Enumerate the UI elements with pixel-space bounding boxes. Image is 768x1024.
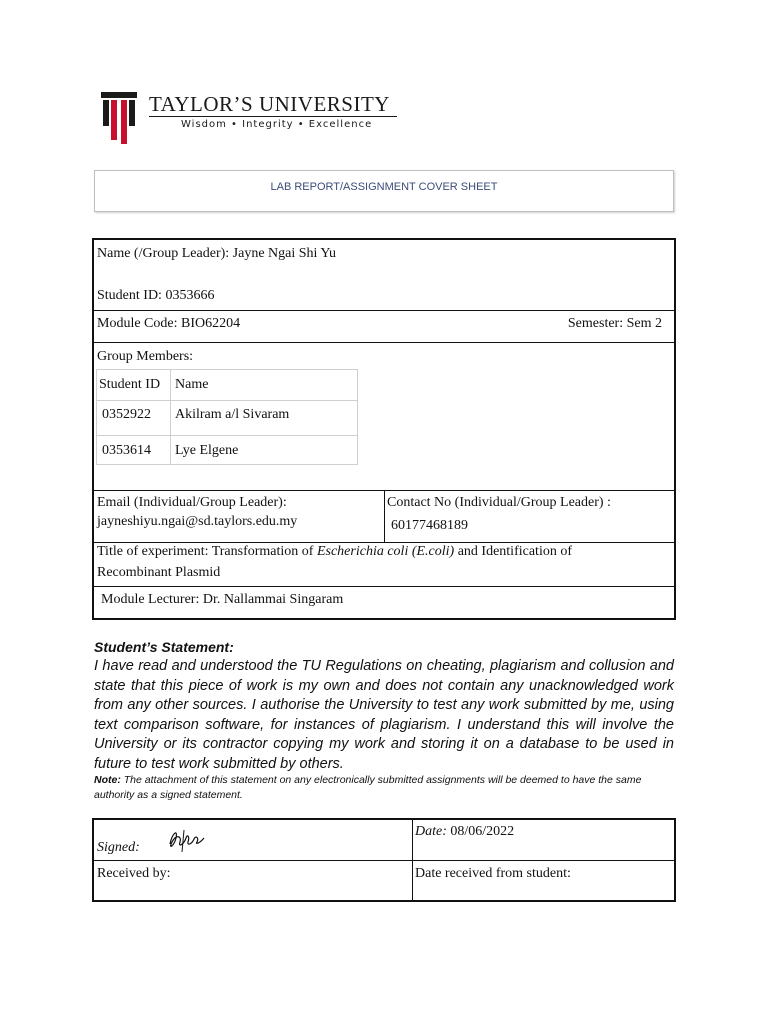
logo-divider (149, 116, 397, 117)
row-divider (94, 542, 674, 543)
semester-field: Semester: Sem 2 (567, 316, 662, 331)
date-field (415, 824, 514, 840)
contact-label: Contact No (Individual/Group Leader) : (387, 495, 611, 510)
member-name: Akilram a/l Sivaram (175, 407, 290, 422)
university-tagline: Wisdom • Integrity • Excellence (181, 119, 373, 130)
row-divider (94, 860, 674, 861)
statement-heading: Student’s Statement: (94, 639, 234, 655)
member-id: 0353614 (102, 443, 151, 458)
student-id-field: Student ID: 0353666 (97, 288, 215, 303)
university-logo (101, 92, 401, 144)
email-label: Email (Individual/Group Leader): (97, 495, 287, 510)
members-header-id: Student ID (99, 377, 161, 392)
group-members-label: Group Members: (97, 349, 194, 364)
species-name: Escherichia coli (E.coli) (316, 544, 455, 559)
member-id: 0352922 (102, 407, 151, 422)
members-header-name: Name (175, 377, 209, 392)
date-received-label: Date received from student: (415, 866, 571, 881)
row-divider (94, 342, 674, 343)
row-divider (94, 310, 674, 311)
signature-table (92, 818, 676, 902)
experiment-title-line2: Recombinant Plasmid (97, 565, 221, 580)
date-value: 08/06/2022 (450, 824, 515, 839)
university-name: TAYLOR’S UNIVERSITY (149, 92, 390, 116)
module-lecturer-field: Module Lecturer: Dr. Nallammai Singaram (101, 592, 344, 607)
experiment-title: Title of experiment: Transformation of Escherichia coli (E.coli) and Identification of (97, 544, 572, 559)
name-field: Name (/Group Leader): Jayne Ngai Shi Yu (97, 246, 336, 261)
statement-note (94, 773, 678, 803)
email-value: jayneshiyu.ngai@sd.taylors.edu.my (97, 514, 298, 529)
taylors-emblem-icon (101, 92, 137, 144)
row-divider (94, 586, 674, 587)
cover-sheet-title: LAB REPORT/ASSIGNMENT COVER SHEET (270, 181, 498, 193)
module-code-field: Module Code: BIO62204 (97, 316, 241, 331)
statement-body: I have read and understood the TU Regulations on cheating, plagiarism and collusion and state that this piece of work is my own and does not contain any unacknowledged work from any other sources. I authorise the University to test any work submitted by me, using text comparison software, for instances of plagiarism. I understand this will involve the University or its contractor copying my work and storing it on a database to be used in future to test work submitted by others. (94, 658, 674, 772)
date-label: Date: (415, 824, 447, 839)
note-label: Note: (94, 774, 121, 786)
contact-value: 60177468189 (391, 518, 468, 533)
received-by-label: Received by: (97, 866, 171, 881)
column-divider (384, 490, 385, 542)
group-members-table (96, 369, 358, 465)
signed-label: Signed: (97, 840, 140, 855)
note-text: The attachment of this statement on any electronically submitted assignments will be deemed to have the same authority as a signed statement. (94, 774, 642, 801)
member-name: Lye Elgene (175, 443, 239, 458)
handwritten-signature-icon (164, 824, 208, 854)
student-details-form (92, 238, 676, 620)
cover-sheet-banner (94, 170, 674, 212)
